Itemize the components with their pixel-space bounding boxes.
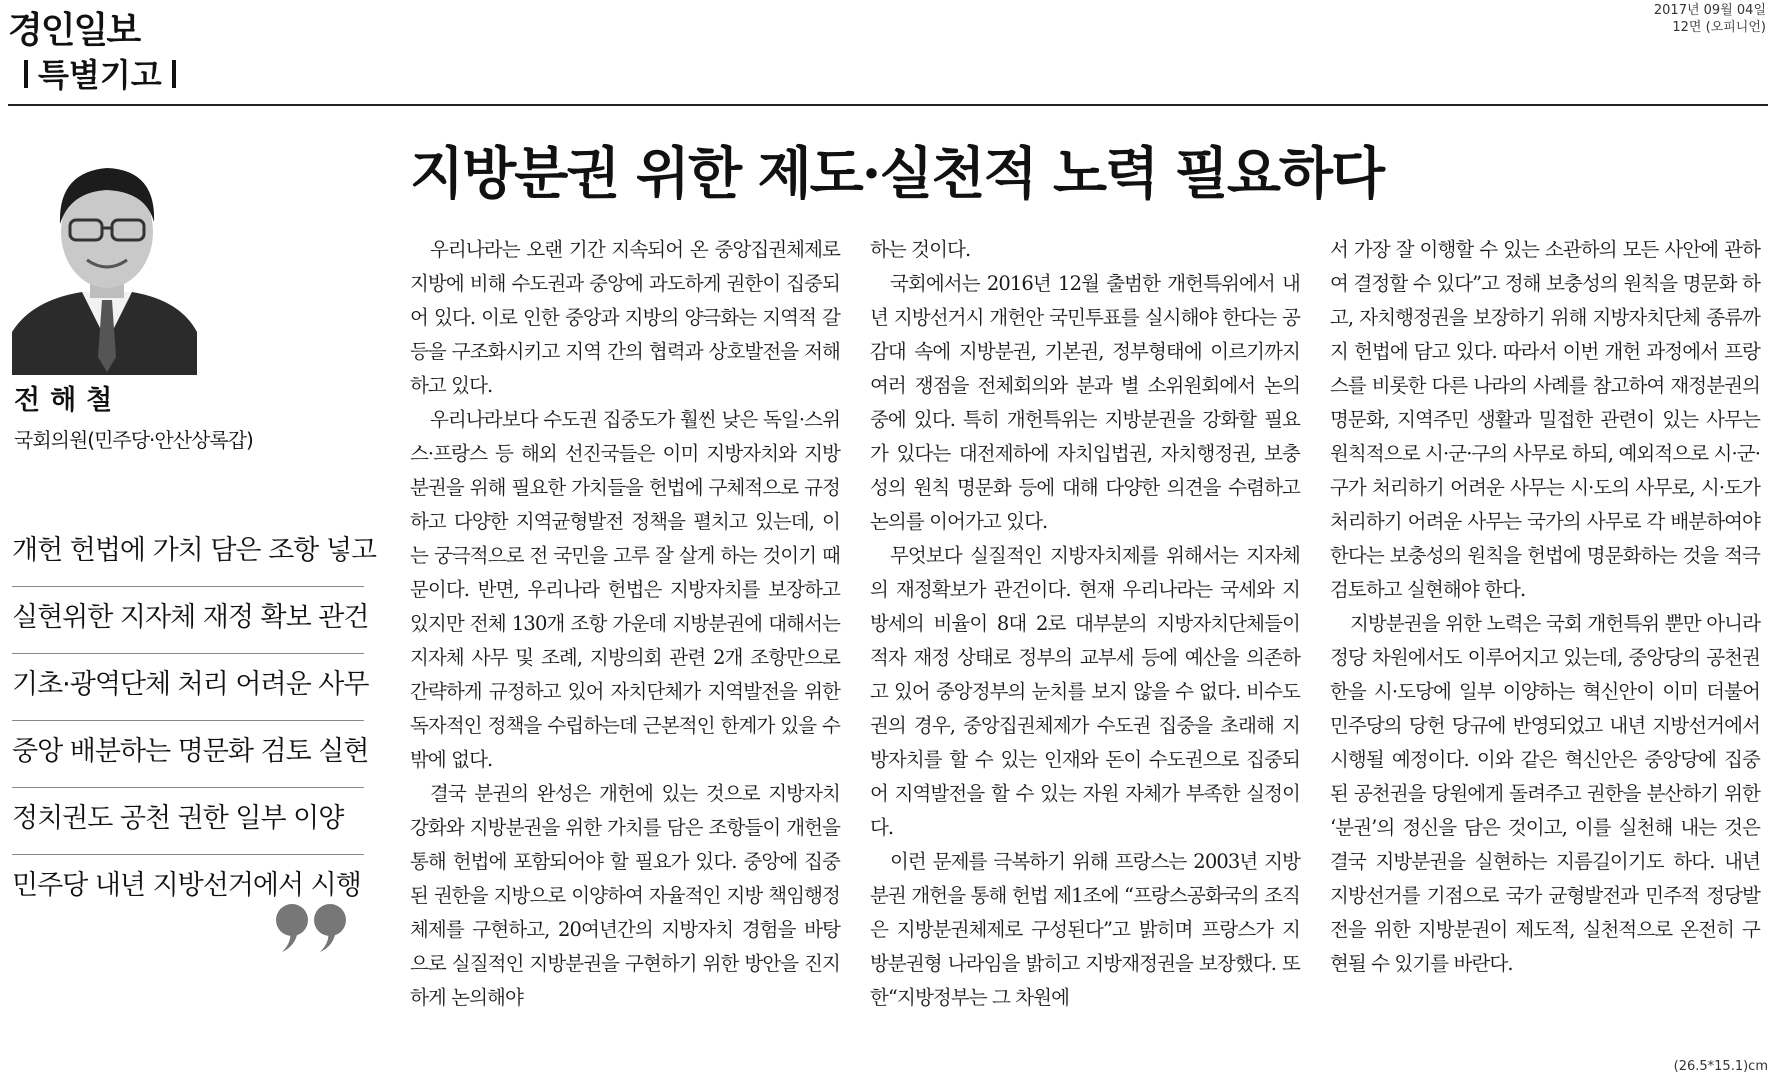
article-paragraph: 무엇보다 실질적인 지방자치제를 위해서는 지자체의 재정확보가 관건이다. 현재 우리나라는 국세와 지방세의 비율이 8대 2로 대부분의 지방자치단체들이 적자 재정 상태로 정부의 교부세 등에 예산을 의존하고 있어 중앙정부의 눈치를 보지 않을 수 없다. 비수도권의 경우, 중앙집권체제가 수도권 집중을 초래해 지방자치를 할 수 있는 인재와 돈이 수도권으로 집중되어 지역발전을 할 수 있는 자원 자체가 부족한 실정이다. xyxy=(870,544,1300,839)
section-label xyxy=(14,50,186,96)
section-bar-left xyxy=(24,60,28,88)
author-portrait xyxy=(12,132,197,375)
pull-quote-line: 기초·광역단체 처리 어려운 사무 xyxy=(12,654,364,721)
article-column-1 xyxy=(410,233,840,1015)
article-column-2 xyxy=(870,233,1300,1015)
author-title: 국회의원(민주당·안산상록갑) xyxy=(14,428,253,452)
issue-page: 12면 (오피니언) xyxy=(1672,20,1766,35)
header-rule xyxy=(8,104,1768,106)
newspaper-masthead: 경인일보 xyxy=(8,10,140,51)
issue-date: 2017년 09월 04일 xyxy=(1653,3,1766,18)
pull-quotes xyxy=(12,520,376,921)
article-headline: 지방분권 위한 제도·실천적 노력 필요하다 xyxy=(410,141,1384,207)
article-paragraph: 이런 문제를 극복하기 위해 프랑스는 2003년 지방분권 개헌을 통해 헌법 제1조에 “프랑스공화국의 조직은 지방분권체제로 구성된다”고 밝히며 프랑스가 지방분권형 나라임을 밝히고 지방재정권을 보장했다. 또한“지방정부는 그 차원에 xyxy=(870,850,1300,1009)
pull-quote-line: 개헌 헌법에 가치 담은 조항 넣고 xyxy=(12,520,364,587)
article-paragraph: 우리나라는 오랜 기간 지속되어 온 중앙집권체제로 지방에 비해 수도권과 중앙에 과도하게 권한이 집중되어 있다. 이로 인한 중앙과 지방의 양극화는 지역적 갈등을 구조화시키고 지역 간의 협력과 상호발전을 저해하고 있다. xyxy=(410,238,840,397)
article-paragraph: 국회에서는 2016년 12월 출범한 개헌특위에서 내년 지방선거시 개헌안 국민투표를 실시해야 한다는 공감대 속에 지방분권, 기본권, 정부형태에 이르기까지 여러 쟁점을 전체회의와 분과 별 소위원회에서 논의 중에 있다. 특히 개헌특위는 지방분권을 강화할 필요가 있다는 대전제하에 자치입법권, 자치행정권, 보충성의 원칙 명문화 등에 대해 다양한 의견을 수렴하고 논의를 이어가고 있다. xyxy=(870,272,1300,533)
quote-icon xyxy=(274,902,350,952)
article-paragraph: 지방분권을 위한 노력은 국회 개헌특위 뿐만 아니라 정당 차원에서도 이루어지고 있는데, 중앙당의 공천권한을 시·도당에 일부 이양하는 혁신안이 이미 더불어민주당의 당헌 당규에 반영되었고 내년 지방선거에서 시행될 예정이다. 이와 같은 혁신안은 중앙당에 집중된 공천권을 당원에게 돌려주고 권한을 분산하기 위한 ‘분권’의 정신을 담은 것이고, 이를 실천해 내는 것은 결국 지방분권을 실현하는 지름길이기도 하다. 내년 지방선거를 기점으로 국가 균형발전과 민주적 정당발전을 위한 지방분권이 제도적, 실천적으로 온전히 구현될 수 있기를 바란다. xyxy=(1330,612,1760,975)
article-paragraph: 서 가장 잘 이행할 수 있는 소관하의 모든 사안에 관하여 결정할 수 있다”고 정해 보충성의 원칙을 명문화 하고, 자치행정권을 보장하기 위해 지방자치단체 종류까지 헌법에 담고 있다. 따라서 이번 개헌 과정에서 프랑스를 비롯한 다른 나라의 사례를 참고하여 재정분권의 명문화, 지역주민 생활과 밀접한 관련이 있는 사무는 원칙적으로 시·군·구의 사무로 하되, 예외적으로 시·군·구가 처리하기 어려운 사무는 시·도의 사무로, 시·도가 처리하기 어려운 사무는 국가의 사무로 각 배분하여야 한다는 보충성의 원칙을 헌법에 명문화하는 것을 적극 검토하고 실현해야 한다. xyxy=(1330,238,1760,601)
pull-quote-line: 중앙 배분하는 명문화 검토 실현 xyxy=(12,721,364,788)
article-paragraph: 하는 것이다. xyxy=(870,238,971,261)
section-title: 특별기고 xyxy=(38,56,162,94)
author-name: 전해철 xyxy=(14,385,123,416)
article-paragraph: 우리나라보다 수도권 집중도가 훨씬 낮은 독일·스위스·프랑스 등 해외 선진국들은 이미 지방자치와 지방분권을 위해 필요한 가치들을 헌법에 구체적으로 규정하고 다양한 지역균형발전 정책을 펼치고 있는데, 이는 궁극적으로 전 국민을 고루 잘 살게 하는 것이기 때문이다. 반면, 우리나라 헌법은 지방자치를 보장하고 있지만 전체 130개 조항 가운데 지방분권에 대해서는 지자체 사무 및 조례, 지방의회 관련 2개 조항만으로 간략하게 규정하고 있어 자치단체가 지역발전을 위한 독자적인 정책을 수립하는데 근본적인 한계가 있을 수 밖에 없다. xyxy=(410,408,840,771)
article-column-3 xyxy=(1330,233,1760,981)
section-bar-right xyxy=(172,60,176,88)
pull-quote-line: 민주당 내년 지방선거에서 시행 xyxy=(12,870,361,901)
author-portrait-svg xyxy=(12,132,197,375)
pull-quote-line: 정치권도 공천 권한 일부 이양 xyxy=(12,788,364,855)
article-size-note: (26.5*15.1)cm xyxy=(1673,1059,1768,1074)
issue-meta xyxy=(1654,2,1766,36)
article-paragraph: 결국 분권의 완성은 개헌에 있는 것으로 지방자치 강화와 지방분권을 위한 가치를 담은 조항들이 개헌을 통해 헌법에 포함되어야 할 필요가 있다. 중앙에 집중된 권한을 지방으로 이양하여 자율적인 지방 책임행정체제를 구현하고, 20여년간의 지방자치 경험을 바탕으로 실질적인 지방분권을 구현하기 위한 방안을 진지하게 논의해야 xyxy=(410,782,840,1009)
pull-quote-line: 실현위한 지자체 재정 확보 관건 xyxy=(12,587,364,654)
